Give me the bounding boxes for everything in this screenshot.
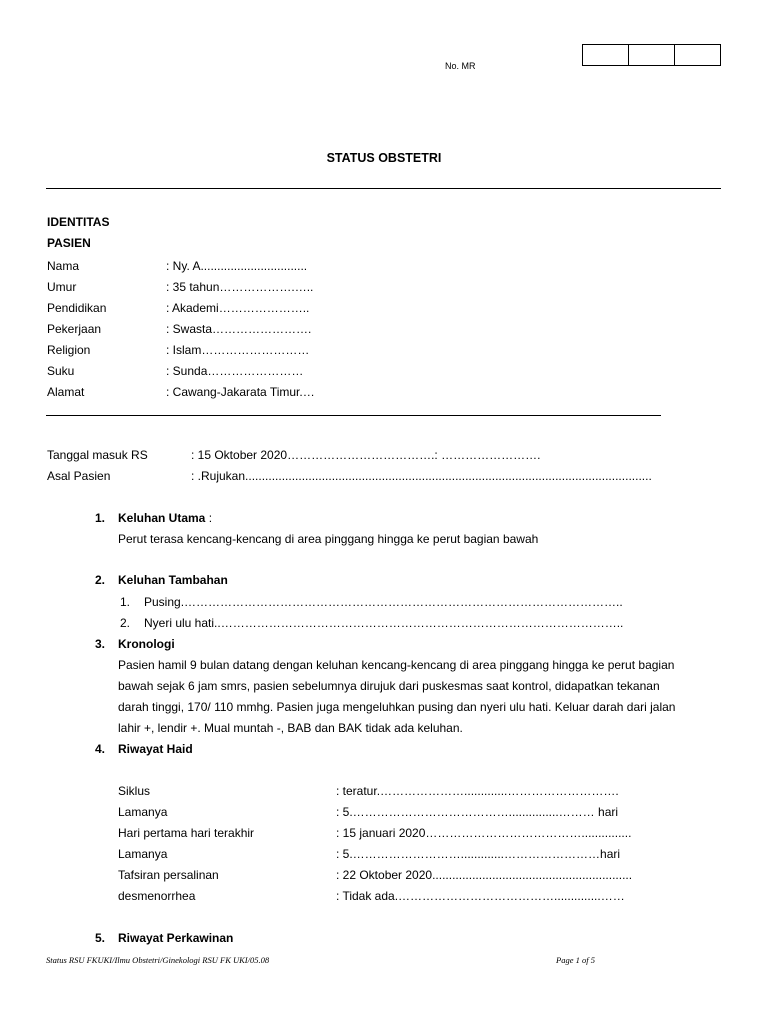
title-divider xyxy=(46,188,721,189)
mr-box-cell xyxy=(629,45,675,65)
admission-label-asal: Asal Pasien xyxy=(47,469,111,483)
haid-label-lamanya: Lamanya xyxy=(118,805,168,819)
mr-number-boxes xyxy=(582,44,721,66)
footer-left: Status RSU FKUKI/Ilmu Obstetri/Ginekologi RSU FK UKI/05.08 xyxy=(46,955,270,965)
haid-label-hpht: Hari pertama hari terakhir xyxy=(118,826,255,840)
identitas-heading-line1: IDENTITAS xyxy=(47,215,110,229)
identitas-label-suku: Suku xyxy=(47,364,75,378)
identitas-value-alamat: : Cawang-Jakarata Timur.… xyxy=(166,385,315,399)
identitas-value-pendidikan: : Akademi………………….. xyxy=(166,301,310,315)
identitas-value-umur: : 35 tahun……………….….. xyxy=(166,280,314,294)
haid-value-hpht: : 15 januari 2020…………………………………............... xyxy=(336,826,632,840)
section-5-title: Riwayat Perkawinan xyxy=(118,931,234,945)
haid-value-tafsiran: : 22 Oktober 2020............................................................ xyxy=(336,868,633,882)
page-number: Page 1 of 5 xyxy=(556,955,595,965)
mr-label: No. MR xyxy=(445,61,476,71)
identitas-value-religion: : Islam……………………… xyxy=(166,343,310,357)
section-2-item-text: Nyeri ulu hati..……………………………………………………………………………………….. xyxy=(144,616,624,630)
identitas-divider xyxy=(46,415,661,416)
identitas-value-nama: : Ny. A................................ xyxy=(166,259,308,273)
haid-label-lamanya-2: Lamanya xyxy=(118,847,168,861)
section-2-item-number: 1. xyxy=(120,595,131,609)
identitas-label-nama: Nama xyxy=(47,259,80,273)
identitas-value-pekerjaan: : Swasta……………………. xyxy=(166,322,312,336)
section-1-number: 1. xyxy=(95,511,106,525)
section-2-number: 2. xyxy=(95,573,106,587)
section-3-title: Kronologi xyxy=(118,637,175,651)
haid-value-desmenorrhea: : Tidak ada.…………………………………..............…… xyxy=(336,889,625,903)
identitas-label-religion: Religion xyxy=(47,343,91,357)
document-title: STATUS OBSTETRI xyxy=(326,151,442,165)
haid-value-lamanya-2: : 5.……………………….............……………………hari xyxy=(336,847,621,861)
admission-value-asal: : .Rujukan.......................................................................................................................... xyxy=(191,469,652,483)
identitas-label-umur: Umur xyxy=(47,280,77,294)
section-3-line: Pasien hamil 9 bulan datang dengan keluhan kencang-kencang di area pinggang hingga ke perut bagian xyxy=(118,658,675,672)
section-3-number: 3. xyxy=(95,637,106,651)
identitas-label-pendidikan: Pendidikan xyxy=(47,301,107,315)
identitas-label-alamat: Alamat xyxy=(47,385,85,399)
section-3-line: darah tinggi, 170/ 110 mmhg. Pasien juga mengeluhkan pusing dan nyeri ulu hati. Keluar darah dari jalan xyxy=(118,700,676,714)
haid-label-desmenorrhea: desmenorrhea xyxy=(118,889,196,903)
section-1-suffix: : xyxy=(205,511,213,525)
mr-box-cell xyxy=(583,45,629,65)
admission-value-tanggal: : 15 Oktober 2020……………………………….: ……………………. xyxy=(191,448,541,462)
section-3-line: lahir +, lendir +. Mual muntah -, BAB dan BAK tidak ada keluhan. xyxy=(118,721,463,735)
section-3-line: bawah sejak 6 jam smrs, pasien sebelumnya dirujuk dari puskesmas saat kontrol, didapatkan tekanan xyxy=(118,679,660,693)
identitas-label-pekerjaan: Pekerjaan xyxy=(47,322,102,336)
haid-value-siklus: : teratur.………………….............………………………. xyxy=(336,784,619,798)
haid-label-tafsiran: Tafsiran persalinan xyxy=(118,868,219,882)
section-5-number: 5. xyxy=(95,931,106,945)
section-4-number: 4. xyxy=(95,742,106,756)
admission-label-tanggal: Tanggal masuk RS xyxy=(47,448,148,462)
identitas-heading-line2: PASIEN xyxy=(47,236,91,250)
section-1-text: Perut terasa kencang-kencang di area pinggang hingga ke perut bagian bawah xyxy=(118,532,539,546)
section-4-title: Riwayat Haid xyxy=(118,742,193,756)
section-2-item-text: Pusing.……………………………………………………………………………………………….. xyxy=(144,595,623,609)
section-2-item-number: 2. xyxy=(120,616,131,630)
section-1-heading xyxy=(118,511,212,525)
haid-value-lamanya: : 5.…………………………………...............……… hari xyxy=(336,805,619,819)
mr-box-cell xyxy=(675,45,720,65)
identitas-value-suku: : Sunda…………………… xyxy=(166,364,304,378)
section-2-title: Keluhan Tambahan xyxy=(118,573,228,587)
haid-label-siklus: Siklus xyxy=(118,784,151,798)
section-1-title: Keluhan Utama xyxy=(118,511,206,525)
